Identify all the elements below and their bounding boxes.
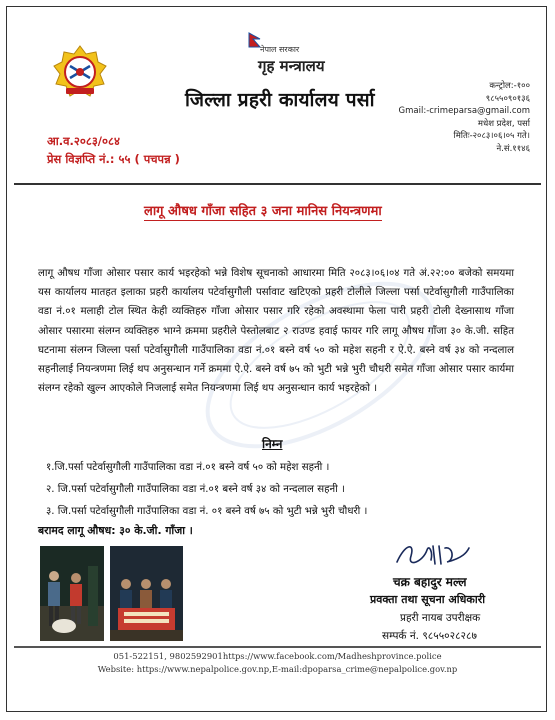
nepal-police-logo-icon xyxy=(52,44,108,100)
office-title: जिल्ला प्रहरी कार्यालय पर्सा xyxy=(185,89,375,111)
press-release-title: लागू औषध गाँजा सहित ३ जना मानिस नियन्त्रणमा xyxy=(144,201,382,221)
list-item: १.जि.पर्सा पटेर्वासुगौली गाउँपालिका वडा नं.०१ बस्ने वर्ष ५० को महेश सहनी । xyxy=(46,462,330,473)
signatory-role: प्रवक्ता तथा सूचना अधिकारी xyxy=(370,593,486,606)
ministry-subtitle: नेपाल सरकार xyxy=(260,45,300,54)
contact-line: Gmail:-crimeparsa@gmail.com xyxy=(398,106,530,117)
fiscal-year: आ.व.२०८३/०८४ xyxy=(47,134,120,148)
photo-arrest-scene xyxy=(40,546,104,641)
signatory-rank: प्रहरी नायब उपरीक्षक xyxy=(400,612,481,624)
signature-image xyxy=(393,538,473,570)
footer-website-email: Website: https://www.nepalpolice.gov.np,E-mail:dpoparsa_crime@nepalpolice.gov.np xyxy=(97,664,458,674)
footer-phone-facebook: 051-522151, 9802592901https://www.facebook.com/Madheshprovince.police xyxy=(113,651,442,661)
signatory-contact: सम्पर्क नं. ९८५५०२८२८७ xyxy=(382,630,477,642)
photo-seized-items xyxy=(110,546,183,641)
contact-line: कन्ट्रोल:-१०० xyxy=(489,81,530,91)
seized-items: बरामद लागू औषध: ३० के.जी. गाँजा । xyxy=(38,524,193,537)
list-item: ३. जि.पर्सा पटेर्वासुगौली गाउँपालिका वडा नं. ०१ बस्ने वर्ष ७५ को भुटी भन्ने भुरी चौधरी । xyxy=(46,506,368,517)
contact-line: ने.सं.११४६ xyxy=(496,143,530,154)
contact-line: ९८५५०९०१३६ xyxy=(485,93,530,104)
list-item: २. जि.पर्सा पटेर्वासुगौली गाउँपालिका वडा नं.०१ बस्ने वर्ष ३४ को नन्दलाल सहनी । xyxy=(46,484,345,495)
list-heading: निम्न xyxy=(262,437,283,451)
header-divider xyxy=(14,183,541,185)
press-release-number: प्रेस विज्ञप्ति नं.: ५५ ( पचपन्न ) xyxy=(47,152,180,166)
footer-divider xyxy=(14,646,541,648)
contact-line: मधेश प्रदेश, पर्सा xyxy=(477,118,530,129)
signatory-name: चक्र बहादुर मल्ल xyxy=(393,575,467,589)
contact-line: मितिः-२०८३।०६।०५ गते। xyxy=(453,131,530,142)
contact-block xyxy=(399,80,530,156)
body-paragraph: लागू औषध गाँजा ओसार पसार कार्य भइरहेको भन्ने विशेष सूचनाको आधारमा मिति २०८३।०६।०४ गते अं.२२:०० बजेको समयमा यस कार्यालय मातहत इलाका प्रहरी कार्यालय पटेर्वासुगौली पर्सावाट खटिएको प्रहरी टोलीले जिल्ला पर्सा पटेर्वासुगौली गाउँपालिका वडा नं.०१ मलाही टोल स्थित केही व्यक्तिहरु गाँजा ओसार पसार गरि रहेको अवस्थामा फेला पारी प्रहरी टोली देख्नासाथ गाँजा ओसार पसारमा संलग्न व्यक्तिहरु भाग्ने क्रममा प्रहरीले पेस्तोलबाट २ राउण्ड हवाई फायर गरि लागू औषध गाँजा ३० के.जी. सहित घटनामा संलग्न जिल्ला पर्सा पटेर्वासुगौली गाउँपालिका वडा नं.०१ बस्ने वर्ष ५० को महेश सहनी र ऐ.ऐ. बस्ने वर्ष ३४ को नन्दलाल सहनीलाई नियन्त्रणमा लिई थप अनुसन्धान गर्ने क्रममा ऐ.ऐ. बस्ने वर्ष ७५ को भुटी भन्ने भुरी चौधरी समेत गाँजा ओसार पसार कार्यमा संलग्न रहेको खुल्न आएकोले निजलाई समेत नियन्त्रणमा लिई थप अनुसन्धान कार्य भइरहेको । xyxy=(38,268,514,395)
ministry-name: गृह मन्त्रालय xyxy=(258,57,325,75)
